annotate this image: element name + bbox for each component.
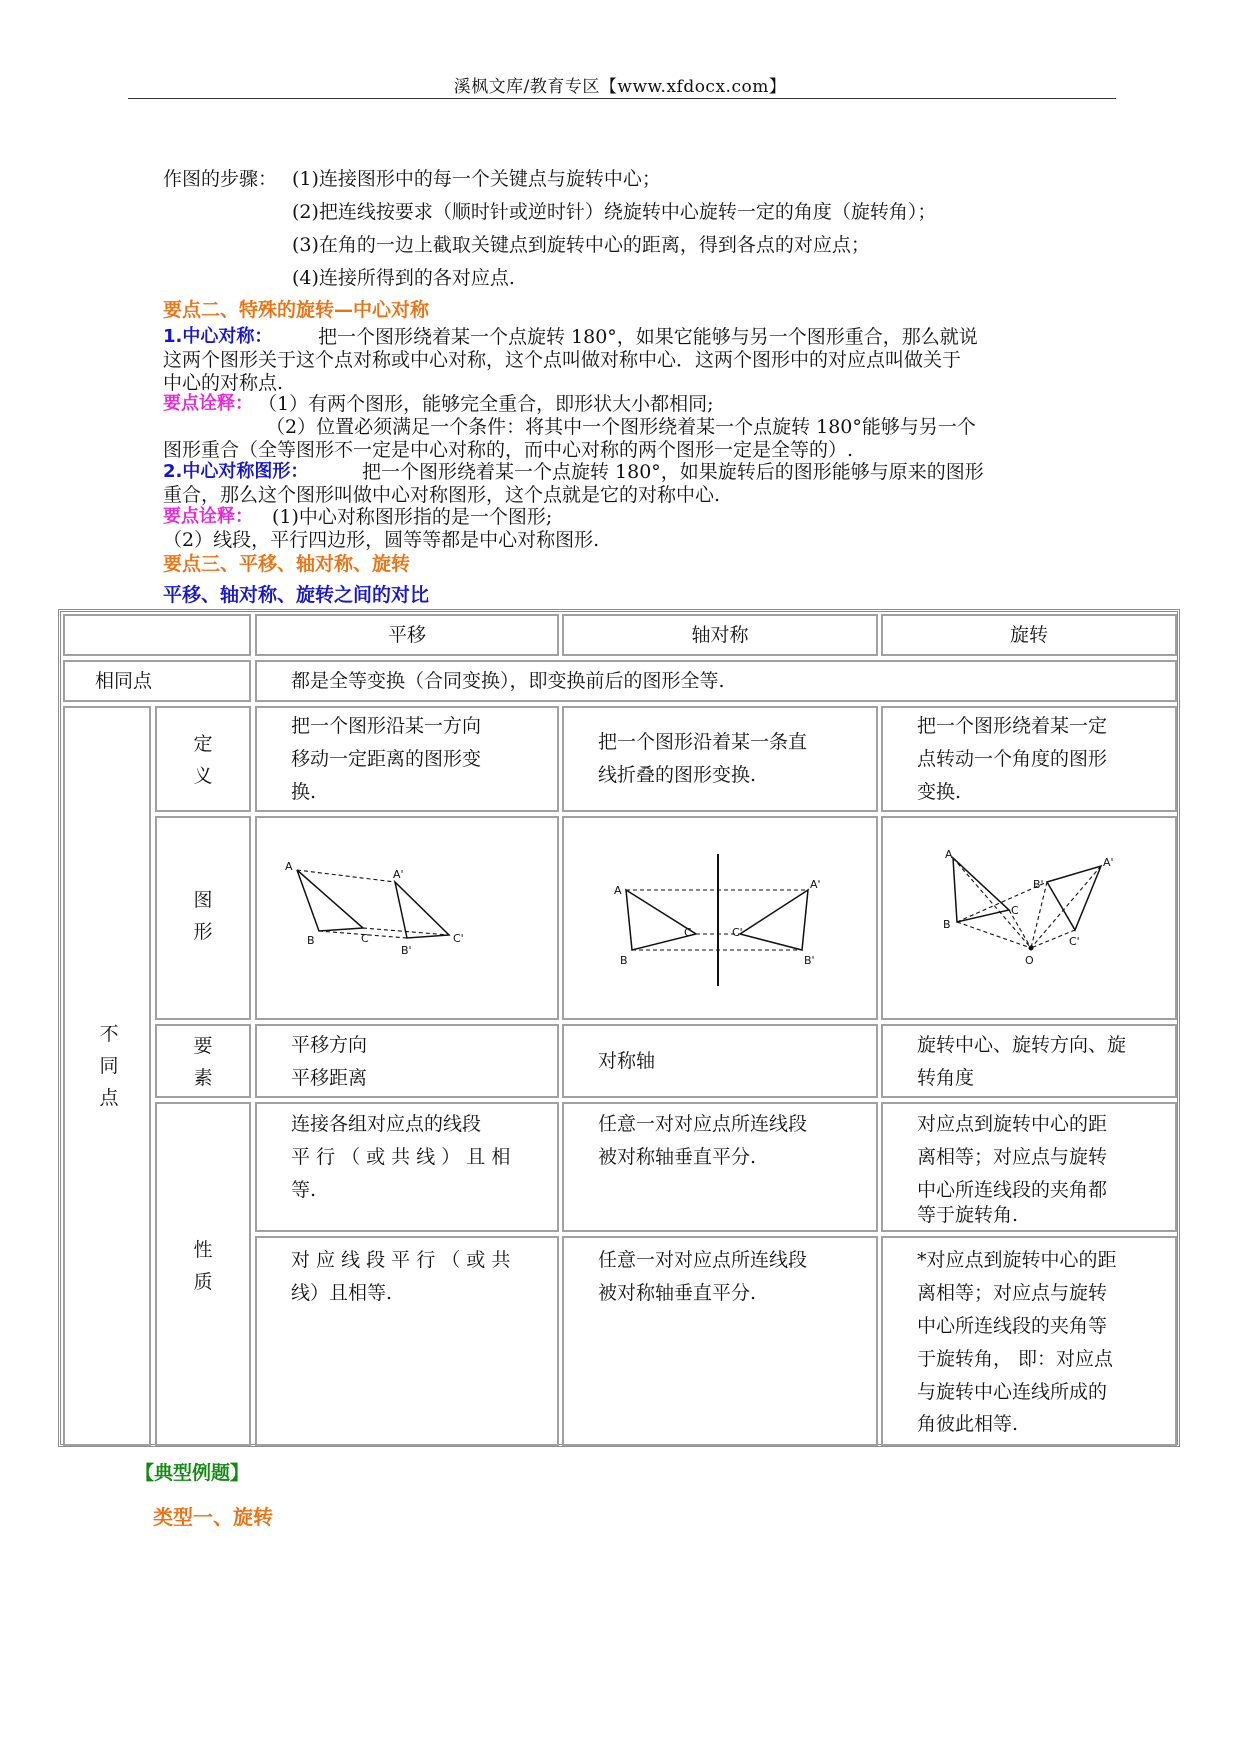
- diff-label: 不同点: [99, 1023, 119, 1109]
- header-translation: 平移: [255, 614, 559, 656]
- svg-text:C: C: [684, 926, 692, 939]
- header-rotation: 旋转: [881, 614, 1177, 656]
- steps-label: 作图的步骤：: [163, 168, 278, 190]
- elements-reflection: 对称轴: [562, 1024, 878, 1098]
- def1-line-1: 把一个图形绕着某一个点旋转 180°，如果它能够与另一个图形重合，那么就说: [318, 326, 978, 348]
- note1-line-3: 图形重合（全等图形不一定是中心对称的，而中心对称的两个图形一定是全等的）.: [163, 439, 854, 461]
- diff-label-cell: [63, 706, 151, 1446]
- def2-line-2: 重合，那么这个图形叫做中心对称图形，这个点就是它的对称中心.: [163, 484, 721, 506]
- reflection-diagram: [564, 818, 876, 1018]
- section3-title: 要点三、平移、轴对称、旋转: [163, 553, 411, 575]
- label-b: B: [307, 934, 315, 947]
- page-header: 溪枫文库/教育专区【www.xfdocx.com】: [453, 77, 787, 97]
- def1-line-3: 中心的对称点.: [163, 372, 284, 394]
- examples-title: 【典型例题】: [135, 1462, 250, 1484]
- elements-label-cell: 要素: [155, 1024, 251, 1098]
- header-reflection: 轴对称: [562, 614, 878, 656]
- figure-reflection: [562, 816, 878, 1020]
- note2-line-2: （2）线段，平行四边形，圆等等都是中心对称图形.: [163, 529, 600, 551]
- def1-label: 1.中心对称：: [163, 326, 273, 347]
- step-2: (2)把连线按要求（顺时针或逆时针）绕旋转中心旋转一定的角度（旋转角）；: [292, 201, 937, 223]
- properties-b-translation: 对 应 线 段 平 行 （ 或 共 线）且相等.: [255, 1236, 559, 1446]
- label-a-prime: A': [393, 868, 404, 881]
- figure-rotation: [881, 816, 1177, 1020]
- rotation-diagram: [883, 818, 1175, 1018]
- definition-label-cell: 定义: [155, 706, 251, 812]
- definition-rotation: 把一个图形绕着某一定 点转动一个角度的图形 变换.: [881, 706, 1177, 812]
- svg-text:A: A: [614, 884, 622, 897]
- def1-line-2: 这两个图形关于这个点对称或中心对称，这个点叫做对称中心．这两个图形中的对应点叫做关于: [163, 349, 962, 371]
- same-text-cell: 都是全等变换（合同变换），即变换前后的图形全等.: [255, 660, 1177, 702]
- translation-diagram: [257, 818, 557, 1018]
- elements-translation: 平移方向 平移距离: [255, 1024, 559, 1098]
- svg-text:C': C': [732, 926, 743, 939]
- svg-text:B: B: [620, 954, 628, 967]
- table-corner-cell: [63, 614, 251, 656]
- properties-a-rotation: 对应点到旋转中心的距 离相等；对应点与旋转 中心所连线段的夹角都 等于旋转角.: [881, 1102, 1177, 1232]
- note1-label: 要点诠释：: [163, 393, 253, 414]
- label-c-prime: C': [453, 932, 464, 945]
- svg-text:C: C: [1011, 904, 1019, 917]
- note2-line-1: (1)中心对称图形指的是一个图形;: [272, 506, 553, 528]
- note2-label: 要点诠释：: [163, 506, 253, 527]
- label-c: C: [361, 932, 369, 945]
- label-a: A: [285, 860, 293, 873]
- properties-a-translation: 连接各组对应点的线段 平 行 （ 或 共 线 ） 且 相 等.: [255, 1102, 559, 1232]
- definition-reflection: 把一个图形沿着某一条直 线折叠的图形变换.: [562, 706, 878, 812]
- label-b-prime: B': [401, 944, 412, 957]
- header-divider: [128, 98, 1116, 99]
- properties-b-reflection: 任意一对对应点所连线段 被对称轴垂直平分.: [562, 1236, 878, 1446]
- svg-text:C': C': [1069, 935, 1080, 948]
- definition-translation: 把一个图形沿某一方向 移动一定距离的图形变 换.: [255, 706, 559, 812]
- step-1: (1)连接图形中的每一个关键点与旋转中心；: [292, 168, 661, 190]
- same-label-cell: 相同点: [63, 660, 251, 702]
- label-o: O: [1025, 954, 1034, 967]
- section2-title: 要点二、特殊的旋转—中心对称: [163, 299, 430, 321]
- svg-text:A': A': [810, 878, 821, 891]
- svg-text:B': B': [1033, 878, 1044, 891]
- svg-text:A': A': [1103, 856, 1114, 869]
- type1-title: 类型一、旋转: [153, 1505, 273, 1529]
- note1-line-2: （2）位置必须满足一个条件：将其中一个图形绕着某一个点旋转 180°能够与另一个: [266, 416, 976, 438]
- note1-line-1: （1）有两个图形，能够完全重合，即形状大小都相同;: [258, 393, 714, 415]
- properties-label-cell: 性质: [155, 1102, 251, 1446]
- properties-b-rotation: *对应点到旋转中心的距 离相等；对应点与旋转 中心所连线段的夹角等 于旋转角， 即：对应点 与旋转中心连线所成的 角彼此相等.: [881, 1236, 1177, 1446]
- svg-text:B: B: [943, 918, 951, 931]
- properties-a-reflection: 任意一对对应点所连线段 被对称轴垂直平分.: [562, 1102, 878, 1232]
- step-4: (4)连接所得到的各对应点.: [292, 267, 515, 289]
- figure-label-cell: 图形: [155, 816, 251, 1020]
- def2-label: 2.中心对称图形：: [163, 461, 309, 482]
- figure-translation: [255, 816, 559, 1020]
- elements-rotation: 旋转中心、旋转方向、旋 转角度: [881, 1024, 1177, 1098]
- section3-subtitle: 平移、轴对称、旋转之间的对比: [163, 584, 430, 606]
- svg-text:B': B': [804, 954, 815, 967]
- step-3: (3)在角的一边上截取关键点到旋转中心的距离，得到各点的对应点；: [292, 234, 870, 256]
- comparison-table: [58, 609, 1180, 1447]
- svg-text:A: A: [945, 848, 953, 861]
- def2-line-1: 把一个图形绕着某一个点旋转 180°，如果旋转后的图形能够与原来的图形: [362, 461, 984, 483]
